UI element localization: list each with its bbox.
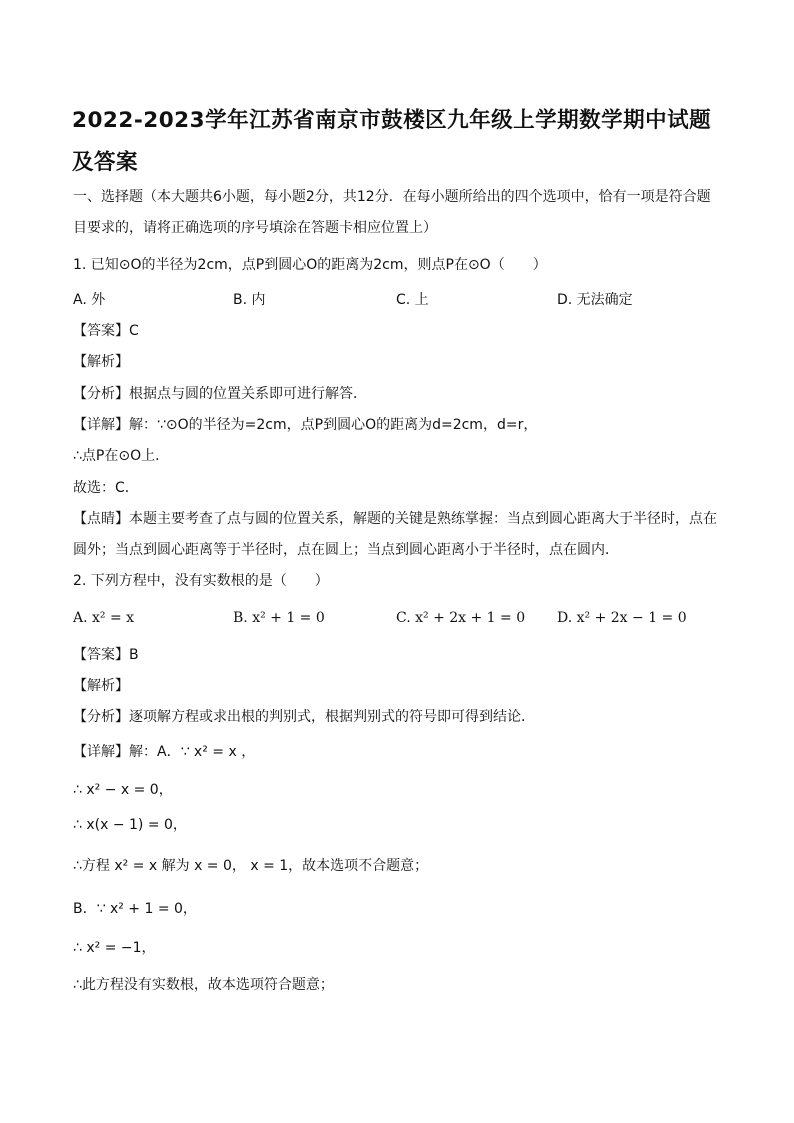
q2-step-1: ∴ x² − x = 0， — [73, 782, 173, 798]
q2-step-6: ∴此方程没有实数根，故本选项符合题意； — [73, 977, 334, 993]
q2-step-5: ∴ x² = −1， — [73, 940, 156, 956]
q1-analysis-label: 【解析】 — [73, 354, 129, 370]
q2-option-d: D. x² + 2x − 1 = 0 — [557, 610, 687, 626]
q1-choice-statement: 故选：C． — [73, 480, 139, 496]
q1-option-b: B. 内 — [233, 292, 266, 308]
q1-option-a: A. 外 — [73, 292, 106, 308]
q1-option-d: D. 无法确定 — [557, 292, 633, 308]
q1-fenxi: 【分析】根据点与圆的位置关系即可进行解答． — [73, 386, 367, 402]
q1-stem: 1. 已知⊙O的半径为2cm，点P到圆心O的距离为2cm，则点P在⊙O（ ） — [73, 257, 547, 273]
document-title: 2022-2023学年江苏省南京市鼓楼区九年级上学期数学期中试题及答案 — [72, 108, 712, 175]
q2-answer: 【答案】B — [73, 647, 139, 663]
q2-step-4: B．∵ x² + 1 = 0， — [73, 901, 197, 917]
q2-option-c: C. x² + 2x + 1 = 0 — [396, 610, 526, 626]
q2-step-3: ∴方程 x² = x 解为 x = 0， x = 1，故本选项不合题意； — [73, 858, 429, 874]
q2-option-b: B. x² + 1 = 0 — [233, 610, 325, 626]
q2-stem: 2. 下列方程中，没有实数根的是（ ） — [73, 573, 329, 589]
q1-option-c: C. 上 — [396, 292, 429, 308]
q2-detailed-solution: 【详解】解：A．∵ x² = x ， — [73, 744, 256, 760]
q2-option-a: A. x² = x — [73, 610, 135, 626]
q2-fenxi: 【分析】逐项解方程或求出根的判别式，根据判别式的符号即可得到结论． — [73, 709, 535, 725]
section-heading-line-1: 一、选择题（本大题共6小题，每小题2分，共12分．在每小题所给出的四个选项中，恰有一项是符合题 — [73, 189, 711, 205]
q1-detailed-solution: 【详解】解：∵⊙O的半径为=2cm，点P到圆心O的距离为d=2cm，d=r， — [73, 417, 538, 433]
section-heading-line-2: 目要求的，请将正确选项的序号填涂在答题卡相应位置上） — [73, 220, 437, 236]
q2-analysis-label: 【解析】 — [73, 678, 129, 694]
q2-step-2: ∴ x(x − 1) = 0， — [73, 817, 187, 833]
q1-commentary-line-2: 圆外；当点到圆心距离等于半径时，点在圆上；当点到圆心距离小于半径时，点在圆内． — [73, 542, 619, 558]
q1-step-1: ∴点P在⊙O上． — [73, 448, 170, 464]
q1-commentary-line-1: 【点睛】本题主要考查了点与圆的位置关系，解题的关键是熟练掌握：当点到圆心距离大于半径时，点在 — [73, 511, 717, 527]
q1-answer: 【答案】C — [73, 323, 139, 339]
